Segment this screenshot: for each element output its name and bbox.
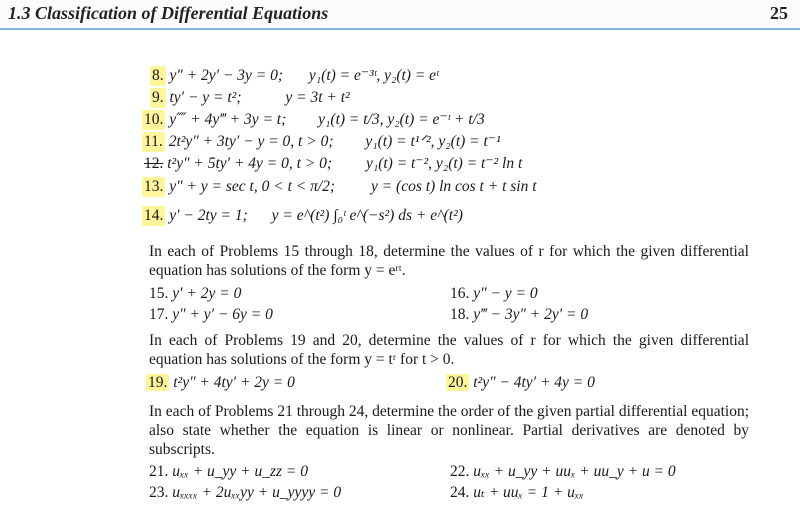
problem-number: 20. <box>448 374 468 391</box>
equation: y″ + y′ − 6y = 0 <box>172 306 273 323</box>
problem-number: 21. <box>149 463 169 480</box>
problem-number: 16. <box>450 285 470 302</box>
equation: uₜ + uuₓ = 1 + uₓₓ <box>473 484 584 501</box>
solution: y = (cos t) ln cos t + t sin t <box>370 178 537 195</box>
solution: y₁(t) = t¹ᐟ², y₂(t) = t⁻¹ <box>365 133 501 150</box>
equation: y′ − 2ty = 1; <box>169 207 248 224</box>
equation: y″ − y = 0 <box>473 285 538 302</box>
problem-8 <box>150 66 439 86</box>
solution: y₁(t) = t/3, y₂(t) = e⁻ᵗ + t/3 <box>318 111 485 128</box>
problem-number: 17. <box>149 306 169 323</box>
problem-16 <box>450 284 538 304</box>
equation: y′ + 2y = 0 <box>172 285 242 302</box>
equation: t²y″ + 4ty′ + 2y = 0 <box>173 374 295 391</box>
page-number: 25 <box>770 3 788 23</box>
instruction-paragraph-1: In each of Problems 15 through 18, determine the values of r for which the given differential equation has solutions of the form y = eʳᵗ. <box>149 243 749 279</box>
problem-24 <box>450 483 584 503</box>
problem-17 <box>149 305 273 325</box>
problem-9 <box>150 88 350 108</box>
instruction-paragraph-2: In each of Problems 19 and 20, determine the values of r for which the given differential equation has solutions of the form y = tʳ for t > 0. <box>149 332 749 368</box>
equation: y″ + y = sec t, 0 < t < π/2; <box>169 178 336 195</box>
solution: y = e^(t²) ∫₀ᵗ e^(−s²) ds + e^(t²) <box>271 207 463 224</box>
problem-number: 13. <box>144 178 164 195</box>
problem-15 <box>149 284 241 304</box>
problem-number: 18. <box>450 306 470 323</box>
problem-number: 12. <box>144 155 164 172</box>
equation: uₓₓₓₓ + 2uₓₓyy + u_yyyy = 0 <box>172 484 342 501</box>
equation: t²y″ − 4ty′ + 4y = 0 <box>473 374 595 391</box>
problem-12 <box>144 154 522 174</box>
problem-number: 24. <box>450 484 470 501</box>
equation: uₓₓ + u_yy + u_zz = 0 <box>172 463 309 480</box>
page-header <box>0 0 800 30</box>
solution: y₁(t) = e⁻³ᵗ, y₂(t) = eᵗ <box>308 67 439 84</box>
problem-number: 23. <box>149 484 169 501</box>
problem-22 <box>450 462 676 482</box>
problem-19 <box>146 373 295 393</box>
equation: y⁗ + 4y‴ + 3y = t; <box>169 111 287 128</box>
equation: 2t²y″ + 3ty′ − y = 0, t > 0; <box>168 133 334 150</box>
problem-18 <box>450 305 588 325</box>
problem-11 <box>142 132 501 152</box>
problem-number: 14. <box>144 207 164 224</box>
problem-number: 9. <box>152 89 164 106</box>
solution: y₁(t) = t⁻², y₂(t) = t⁻² ln t <box>365 155 523 172</box>
equation: t²y″ + 5ty′ + 4y = 0, t > 0; <box>167 155 333 172</box>
problem-number: 22. <box>450 463 470 480</box>
problem-23 <box>149 483 341 503</box>
solution: y = 3t + t² <box>285 89 350 106</box>
problem-number: 11. <box>144 133 163 150</box>
section-title: 1.3 Classification of Differential Equations <box>8 3 329 23</box>
equation: uₓₓ + u_yy + uuₓ + uu_y + u = 0 <box>473 463 676 480</box>
problem-10 <box>142 110 485 130</box>
problem-number: 15. <box>149 285 169 302</box>
problem-14 <box>142 206 463 226</box>
problem-21 <box>149 462 308 482</box>
problem-20 <box>446 373 595 393</box>
equation: y‴ − 3y″ + 2y′ = 0 <box>473 306 589 323</box>
problem-number: 8. <box>152 67 164 84</box>
equation: y″ + 2y′ − 3y = 0; <box>169 67 284 84</box>
problem-number: 19. <box>148 374 168 391</box>
problem-13 <box>142 177 537 197</box>
equation: ty′ − y = t²; <box>169 89 242 106</box>
problem-number: 10. <box>144 111 164 128</box>
instruction-paragraph-3: In each of Problems 21 through 24, determine the order of the given partial differential equation; also state whether the equation is linear or nonlinear. Partial derivatives are denoted by subscripts. <box>149 403 749 458</box>
